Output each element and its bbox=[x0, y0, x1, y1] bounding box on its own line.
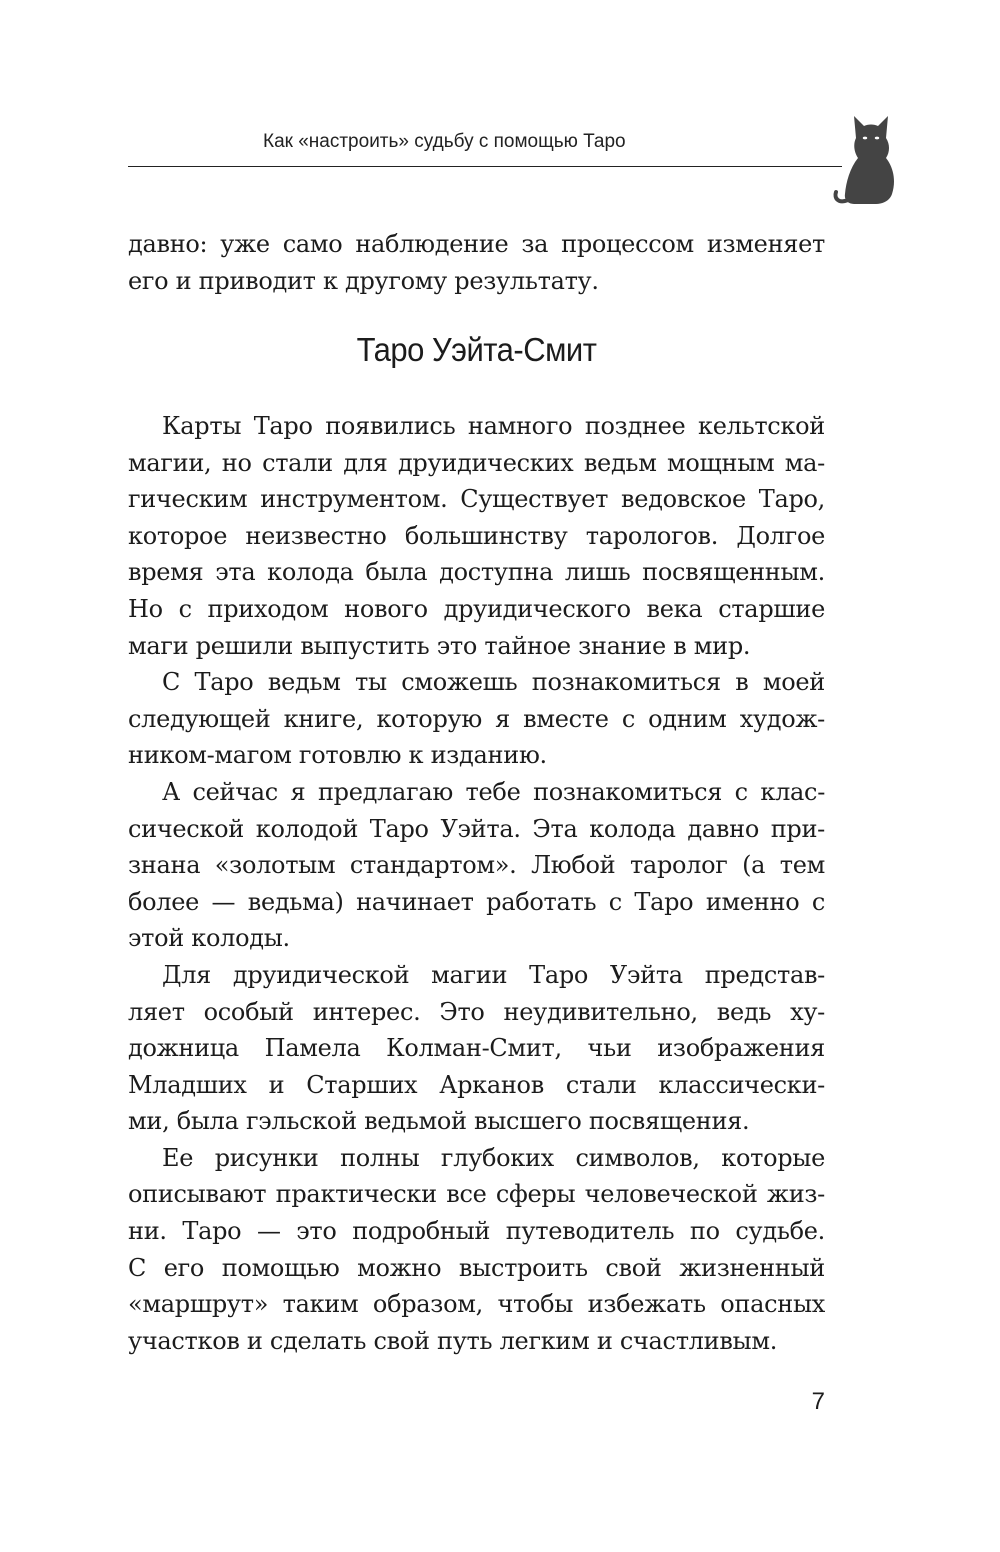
paragraph-line: Карты Таро появились намного позднее кельтской bbox=[162, 412, 825, 440]
paragraph-line: гическим инструментом. Существует ведовское Таро, bbox=[128, 485, 825, 514]
intro-line: давно: уже само наблюдение за процессом изменяет bbox=[128, 230, 825, 258]
paragraph-line: время эта колода была доступна лишь посвященным. bbox=[128, 558, 825, 587]
paragraph-line: этой колоды. bbox=[128, 924, 290, 953]
paragraph-line: участков и сделать свой путь легким и счастливым. bbox=[128, 1326, 778, 1355]
section-title: Таро Уэйта-Смит bbox=[356, 330, 597, 369]
paragraph-line: ником-магом готовлю к изданию. bbox=[128, 741, 547, 770]
paragraph-line: знана «золотым стандартом». Любой таролог (а тем bbox=[128, 851, 825, 880]
paragraph-line: дожница Памела Колман-Смит, чьи изображения bbox=[128, 1034, 825, 1063]
paragraph-line: более — ведьма) начинает работать с Таро именно с bbox=[128, 887, 825, 916]
paragraph-line: Для друидической магии Таро Уэйта представ- bbox=[162, 960, 825, 989]
paragraph-line: маги решили выпустить это тайное знание в мир. bbox=[128, 631, 751, 660]
paragraph-line: Ее рисунки полны глубоких символов, которые bbox=[162, 1143, 825, 1172]
paragraph-line: Но с приходом нового друидического века старшие bbox=[128, 594, 825, 623]
paragraph-line: С его помощью можно выстроить свой жизненный bbox=[128, 1253, 825, 1282]
paragraph-line: ми, была гэльской ведьмой высшего посвящения. bbox=[128, 1107, 750, 1136]
paragraph-line: которое неизвестно большинству тарологов. Долгое bbox=[128, 521, 825, 550]
page-number: 7 bbox=[811, 1388, 825, 1415]
paragraph-line: С Таро ведьм ты сможешь познакомиться в моей bbox=[162, 668, 825, 697]
paragraph-line: Младших и Старших Арканов стали классически- bbox=[128, 1070, 825, 1099]
intro-line: его и приводит к другому результату. bbox=[128, 266, 599, 295]
paragraph-line: сической колодой Таро Уэйта. Эта колода давно при- bbox=[128, 814, 825, 843]
paragraph-line: следующей книге, которую я вместе с одним худож- bbox=[128, 704, 825, 733]
paragraph-line: А сейчас я предлагаю тебе познакомиться с клас- bbox=[162, 777, 825, 806]
running-title: Как «настроить» судьбу с помощью Таро bbox=[263, 131, 626, 152]
paragraph-line: ляет особый интерес. Это неудивительно, ведь ху- bbox=[128, 997, 825, 1026]
intro-paragraph bbox=[128, 226, 825, 299]
cat-silhouette-icon bbox=[828, 108, 898, 214]
running-header bbox=[128, 126, 842, 167]
paragraph-line: ни. Таро — это подробный путеводитель по судьбе. bbox=[128, 1217, 825, 1246]
paragraph-line: описывают практически все сферы человеческой жиз- bbox=[128, 1180, 825, 1209]
paragraph-1 bbox=[128, 408, 825, 1359]
paragraph-line: «маршрут» таким образом, чтобы избежать опасных bbox=[128, 1290, 825, 1319]
paragraph-line: магии, но стали для друидических ведьм мощным ма- bbox=[128, 448, 825, 477]
